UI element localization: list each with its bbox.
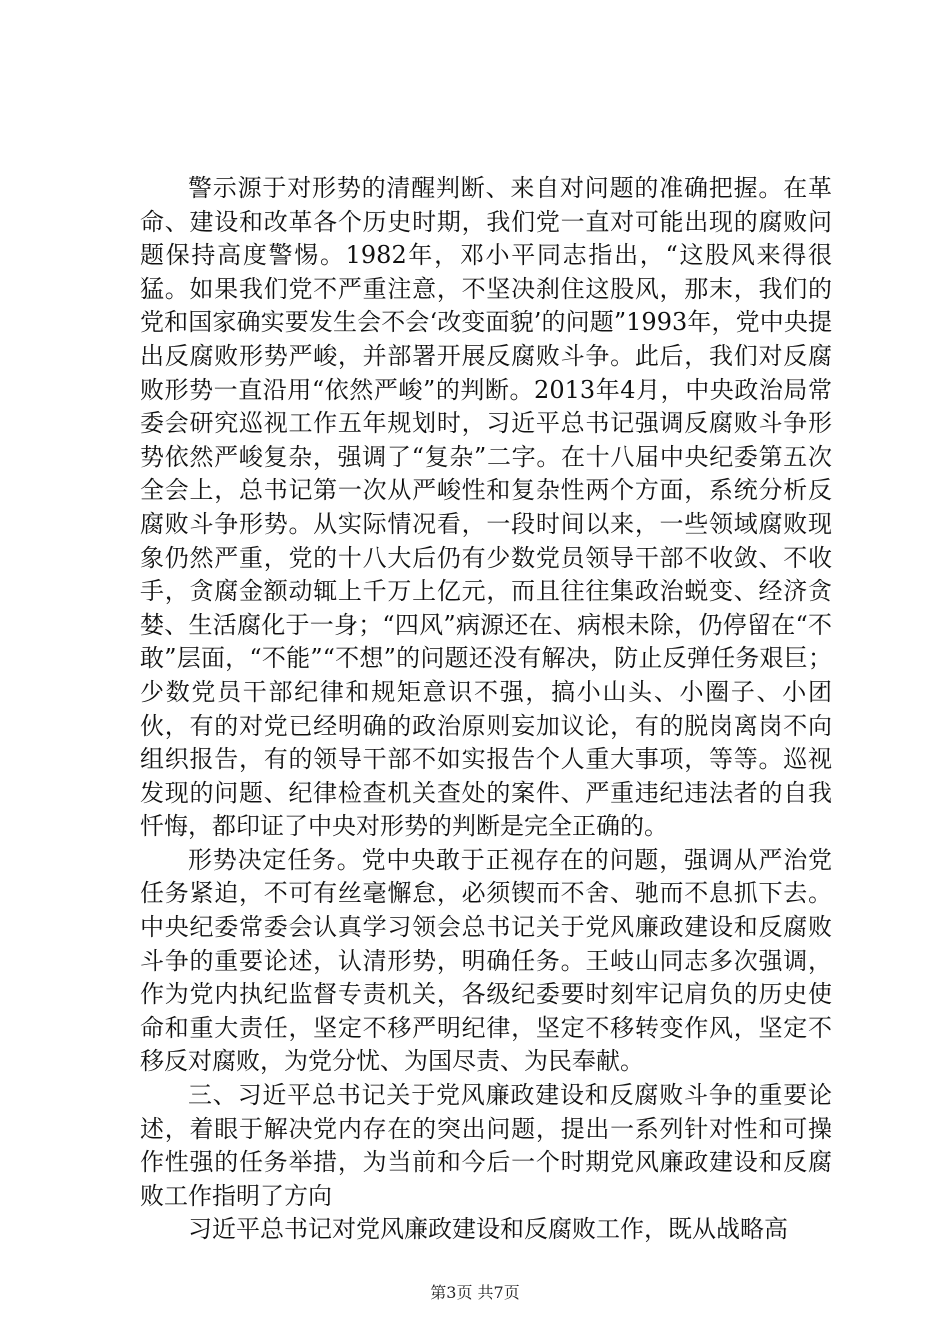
paragraph-4: 习近平总书记对党风廉政建设和反腐败工作，既从战略高 (188, 1215, 788, 1244)
page-footer: 第3页 共7页 (430, 1283, 520, 1302)
paragraph-3: 三、习近平总书记关于党风廉政建设和反腐败斗争的重要论述，着眼于解决党内存在的突出问题，提出一系列针对性和可操作性强的任务举措，为当前和今后一个时期党风廉政建设和反腐败工作指明了方向 (140, 1081, 832, 1210)
document-body (140, 172, 832, 1247)
paragraph-1: 警示源于对形势的清醒判断、来自对问题的准确把握。在革命、建设和改革各个历史时期，我们党一直对可能出现的腐败问题保持高度警惕。1982年，邓小平同志指出，“这股风来得很猛。如果我们党不严重注意，不坚决刹住这股风，那末，我们的党和国家确实要发生会不会‘改变面貌’的问题”1993年，党中央提出反腐败形势严峻，并部署开展反腐败斗争。此后，我们对反腐败形势一直沿用“依然严峻”的判断。2013年4月，中央政治局常委会研究巡视工作五年规划时，习近平总书记强调反腐败斗争形势依然严峻复杂，强调了“复杂”二字。在十八届中央纪委第五次全会上，总书记第一次从严峻性和复杂性两个方面，系统分析反腐败斗争形势。从实际情况看，一段时间以来，一些领域腐败现象仍然严重，党的十八大后仍有少数党员领导干部不收敛、不收手，贪腐金额动辄上千万上亿元，而且往往集政治蜕变、经济贪婪、生活腐化于一身；“四风”病源还在、病根未除，仍停留在“不敢”层面，“不能”“不想”的问题还没有解决，防止反弹任务艰巨；少数党员干部纪律和规矩意识不强，搞小山头、小圈子、小团伙，有的对党已经明确的政治原则妄加议论，有的脱岗离岗不向组织报告，有的领导干部不如实报告个人重大事项，等等。巡视发现的问题、纪律检查机关查处的案件、严重违纪违法者的自我忏悔，都印证了中央对形势的判断是完全正确的。 (140, 174, 832, 841)
paragraph-2: 形势决定任务。党中央敢于正视存在的问题，强调从严治党任务紧迫，不可有丝毫懈怠，必须锲而不舍、驰而不息抓下去。中央纪委常委会认真学习领会总书记关于党风廉政建设和反腐败斗争的重要论述，认清形势，明确任务。王岐山同志多次强调，作为党内执纪监督专责机关，各级纪委要时刻牢记肩负的历史使命和重大责任，坚定不移严明纪律，坚定不移转变作风，坚定不移反对腐败，为党分忧、为国尽责、为民奉献。 (140, 845, 832, 1076)
